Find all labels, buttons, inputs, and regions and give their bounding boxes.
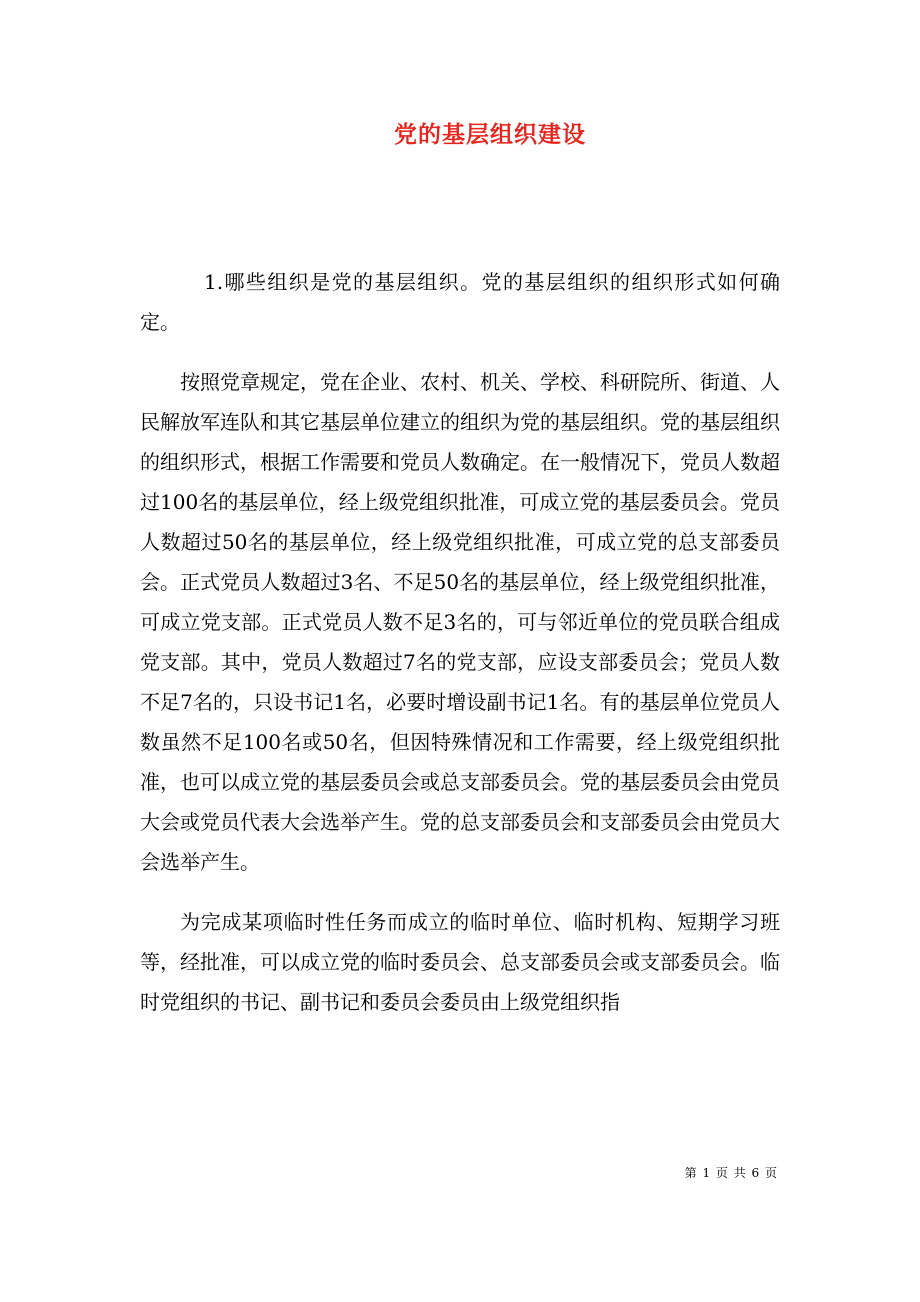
paragraph-1: 1.哪些组织是党的基层组织。党的基层组织的组织形式如何确定。 [140, 270, 780, 334]
document-body [140, 262, 780, 1042]
page-footer: 第 1 页 共 6 页 [684, 1166, 778, 1180]
document-title: 党的基层组织建设 [394, 121, 586, 148]
paragraph-2: 按照党章规定，党在企业、农村、机关、学校、科研院所、街道、人民解放军连队和其它基层单位建立的组织为党的基层组织。党的基层组织的组织形式，根据工作需要和党员人数确定。在一般情况下，党员人数超过100名的基层单位，经上级党组织批准，可成立党的基层委员会。党员人数超过50名的基层单位，经上级党组织批准，可成立党的总支部委员会。正式党员人数超过3名、不足50名的基层单位，经上级党组织批准，可成立党支部。正式党员人数不足3名的，可与邻近单位的党员联合组成党支部。其中，党员人数超过7名的党支部，应设支部委员会；党员人数不足7名的，只设书记1名，必要时增设副书记1名。有的基层单位党员人数虽然不足100名或50名，但因特殊情况和工作需要，经上级党组织批准，也可以成立党的基层委员会或总支部委员会。党的基层委员会由党员大会或党员代表大会选举产生。党的总支部委员会和支部委员会由党员大会选举产生。 [140, 370, 780, 874]
paragraph-3: 为完成某项临时性任务而成立的临时单位、临时机构、短期学习班等，经批准，可以成立党的临时委员会、总支部委员会或支部委员会。临时党组织的书记、副书记和委员会委员由上级党组织指 [140, 910, 780, 1014]
